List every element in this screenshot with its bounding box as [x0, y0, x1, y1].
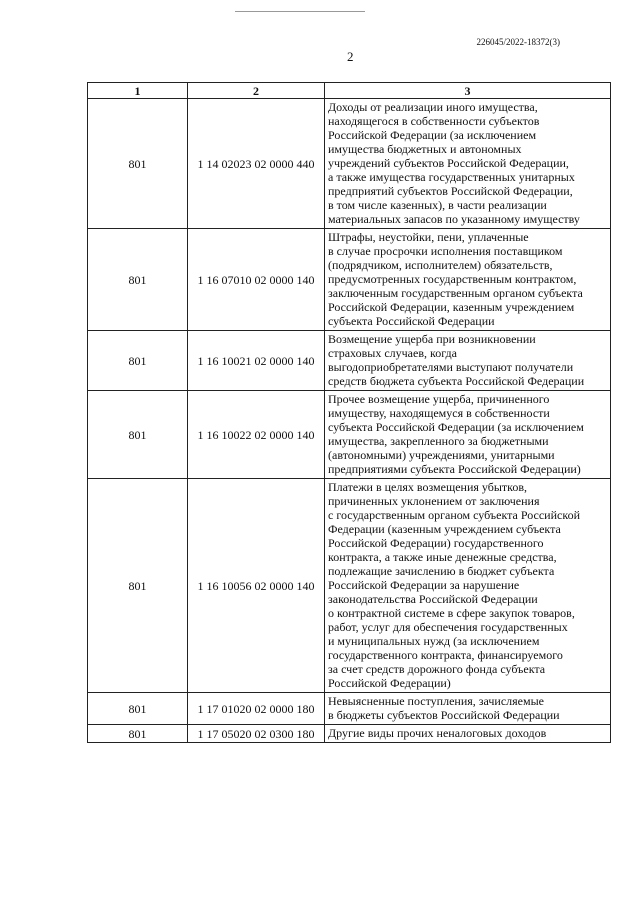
admin-code-cell: 801 — [88, 479, 188, 693]
description-line: находящегося в собственности субъектов — [328, 114, 540, 128]
description-line: и муниципальных нужд (за исключением — [328, 634, 540, 648]
description-line: государственного контракта, финансируемого — [328, 648, 563, 662]
description-cell — [325, 725, 611, 743]
column-header-1: 1 — [88, 83, 188, 99]
admin-code-cell: 801 — [88, 99, 188, 229]
description-line: материальных запасов по указанному имуществу — [328, 212, 580, 226]
description-line: в том числе казенных), в части реализации — [328, 198, 547, 212]
admin-code-cell: 801 — [88, 391, 188, 479]
description-line: субъекта Российской Федерации — [328, 314, 495, 328]
column-header-3: 3 — [325, 83, 611, 99]
top-scan-line — [235, 11, 365, 12]
description-cell — [325, 99, 611, 229]
table-row — [88, 331, 611, 391]
description-line: Прочее возмещение ущерба, причиненного — [328, 392, 550, 406]
admin-code-cell: 801 — [88, 229, 188, 331]
table-header-row — [88, 83, 611, 99]
page-number: 2 — [347, 49, 354, 64]
description-line: предприятий субъектов Российской Федерации, — [328, 184, 573, 198]
description-line: Российской Федерации (за исключением — [328, 128, 537, 142]
description-line: заключенным государственным органом субъекта — [328, 286, 583, 300]
budget-code-cell: 1 16 10056 02 0000 140 — [188, 479, 325, 693]
column-header-2: 2 — [188, 83, 325, 99]
table-row — [88, 725, 611, 743]
description-line: подлежащие зачислению в бюджет субъекта — [328, 564, 555, 578]
description-line: (подрядчиком, исполнителем) обязательств, — [328, 258, 553, 272]
table-row — [88, 693, 611, 725]
description-line: учреждений субъектов Российской Федерации, — [328, 156, 569, 170]
description-line: в случае просрочки исполнения поставщиком — [328, 244, 563, 258]
budget-code-cell: 1 16 07010 02 0000 140 — [188, 229, 325, 331]
description-line: предусмотренных государственным контрактом, — [328, 272, 577, 286]
description-line: имущества, закрепленного за бюджетными — [328, 434, 549, 448]
admin-code-cell: 801 — [88, 725, 188, 743]
description-line: за счет средств дорожного фонда субъекта — [328, 662, 546, 676]
admin-code-cell: 801 — [88, 331, 188, 391]
admin-code-cell: 801 — [88, 693, 188, 725]
description-cell — [325, 331, 611, 391]
description-line: Российской Федерации) — [328, 676, 451, 690]
budget-code-cell: 1 14 02023 02 0000 440 — [188, 99, 325, 229]
table-row — [88, 479, 611, 693]
description-line: Российской Федерации) государственного — [328, 536, 544, 550]
table-row — [88, 391, 611, 479]
description-line: субъекта Российской Федерации (за исключением — [328, 420, 584, 434]
description-cell — [325, 391, 611, 479]
description-line: с государственным органом субъекта Российской — [328, 508, 580, 522]
description-line: Штрафы, неустойки, пени, уплаченные — [328, 230, 529, 244]
description-cell — [325, 693, 611, 725]
description-line: Возмещение ущерба при возникновении — [328, 332, 536, 346]
description-line: о контрактной системе в сфере закупок товаров, — [328, 606, 575, 620]
revenue-codes-table — [87, 82, 611, 743]
document-id: 226045/2022-18372(3) — [476, 37, 560, 47]
description-line: Федерации (казенным учреждением субъекта — [328, 522, 561, 536]
description-line: причиненных уклонением от заключения — [328, 494, 540, 508]
description-line: законодательства Российской Федерации — [328, 592, 538, 606]
description-line: имуществу, находящемуся в собственности — [328, 406, 550, 420]
description-line: (автономными) учреждениями, унитарными — [328, 448, 555, 462]
description-line: Платежи в целях возмещения убытков, — [328, 480, 528, 494]
description-line: а также имущества государственных унитарных — [328, 170, 575, 184]
description-line: предприятиями субъекта Российской Федерации) — [328, 462, 581, 476]
description-line: Другие виды прочих неналоговых доходов — [328, 726, 547, 740]
description-line: работ, услуг для обеспечения государственных — [328, 620, 568, 634]
description-line: в бюджеты субъектов Российской Федерации — [328, 708, 560, 722]
budget-code-cell: 1 16 10021 02 0000 140 — [188, 331, 325, 391]
description-line: Невыясненные поступления, зачисляемые — [328, 694, 544, 708]
description-line: имущества бюджетных и автономных — [328, 142, 522, 156]
description-cell — [325, 229, 611, 331]
description-line: Российской Федерации за нарушение — [328, 578, 520, 592]
description-line: Доходы от реализации иного имущества, — [328, 100, 538, 114]
description-line: страховых случаев, когда — [328, 346, 457, 360]
budget-code-cell: 1 16 10022 02 0000 140 — [188, 391, 325, 479]
description-line: Российской Федерации, казенным учреждением — [328, 300, 575, 314]
budget-code-cell: 1 17 05020 02 0300 180 — [188, 725, 325, 743]
description-line: средств бюджета субъекта Российской Федерации — [328, 374, 585, 388]
table-row — [88, 229, 611, 331]
budget-code-cell: 1 17 01020 02 0000 180 — [188, 693, 325, 725]
description-line: выгодоприобретателями выступают получатели — [328, 360, 574, 374]
description-cell — [325, 479, 611, 693]
table-row — [88, 99, 611, 229]
description-line: контракта, а также иные денежные средства, — [328, 550, 557, 564]
